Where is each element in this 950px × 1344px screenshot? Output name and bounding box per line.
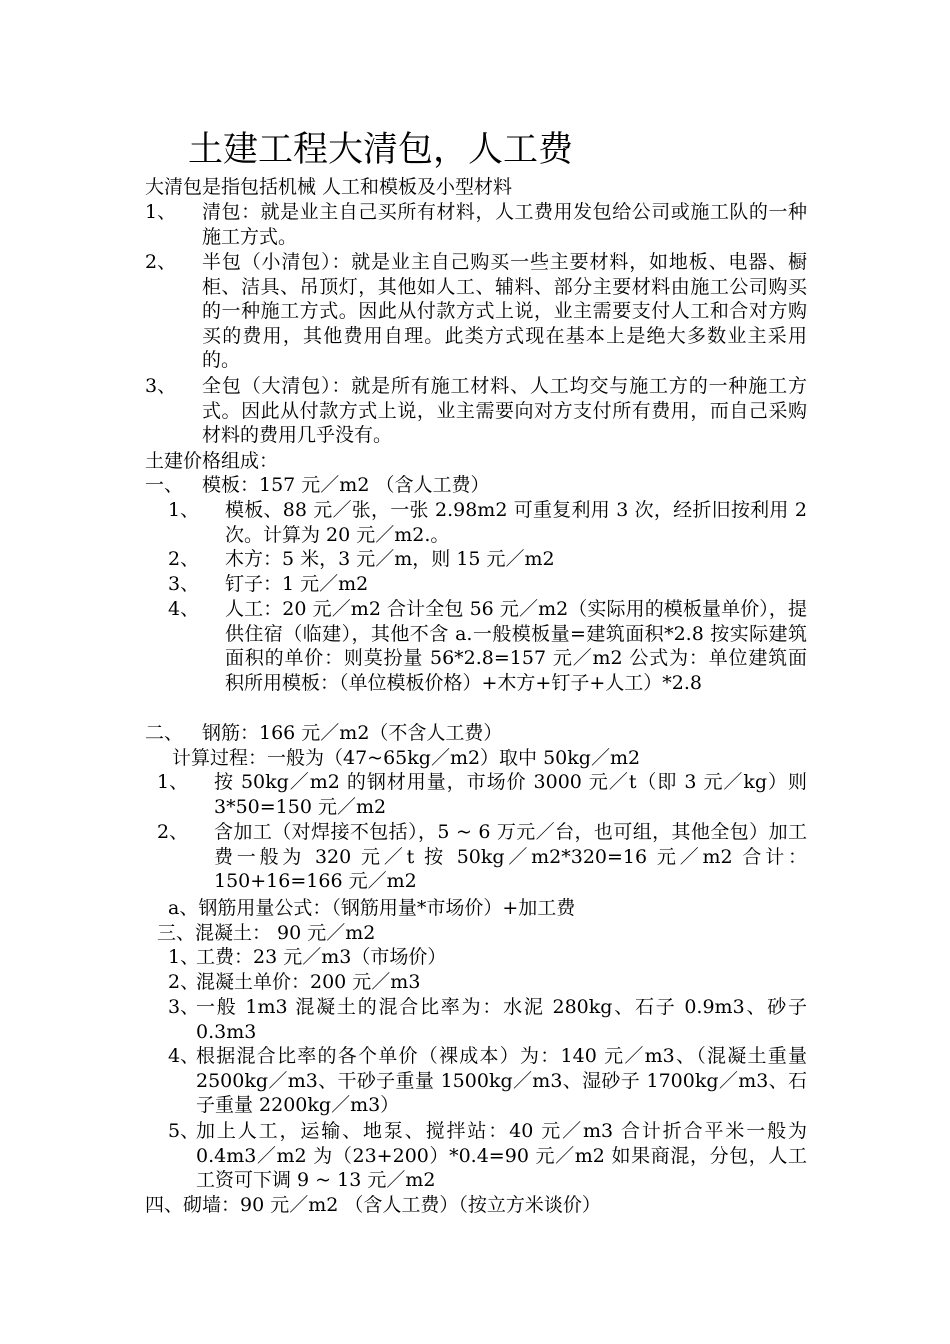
- item-text: 半包（小清包）：就是业主自己购买一些主要材料，如地板、电器、橱柜、洁具、吊顶灯，其他如人工、辅料、部分主要材料由施工公司购买的一种施工方式。因此从付款方式上说，业主需要支付人工和合对方购买的费用，其他费用自理。此类方式现在基本上是绝大多数业主采用的。: [202, 251, 807, 372]
- list-item: [168, 1044, 807, 1119]
- section-4-heading: 四、砌墙：90 元／m2 （含人工费）（按立方米谈价）: [145, 1194, 601, 1216]
- item-text: 一般 1m3 混凝土的混合比率为：水泥 280kg、石子 0.9m3、砂子 0.3m3: [196, 996, 807, 1043]
- list-item: [157, 770, 807, 820]
- list-item: [168, 945, 807, 970]
- item-text: 工费：23 元／m3（市场价）: [196, 946, 447, 968]
- list-item: [168, 597, 807, 721]
- item-number: 4、: [168, 1045, 200, 1067]
- intro-line: 大清包是指包括机械 人工和模板及小型材料: [145, 176, 513, 198]
- section-1-heading: 模板：157 元／m2 （含人工费）: [202, 474, 490, 496]
- item-text: 模板、88 元／张，一张 2.98m2 可重复利用 3 次，经折旧按利用 2 次。计算为 20 元／m2.。: [225, 499, 807, 546]
- item-text: 人工：20 元／m2 合计全包 56 元／m2（实际用的模板量单价），提供住宿（临建），其他不含 a.一般模板量=建筑面积*2.8 按实际建筑面积的单价：则莫扮量 56*2.8=157 元／m2 公式为：单位建筑面积所用模板：（单位模板价格）+木方+钉子+人工）*2.8: [225, 598, 807, 694]
- item-number: 2、: [168, 548, 200, 570]
- price-heading: 土建价格组成：: [145, 450, 279, 472]
- item-text: 全包（大清包）：就是所有施工材料、人工均交与施工方的一种施工方式。因此从付款方式上说，业主需要向对方支付所有费用，而自己采购材料的费用几乎没有。: [202, 375, 807, 447]
- list-item: [168, 547, 807, 572]
- item-number: 2、: [145, 251, 177, 273]
- item-text: 根据混合比率的各个单价（裸成本）为：140 元／m3、（混凝土重量 2500kg／m3、干砂子重量 1500kg／m3、湿砂子 1700kg／m3、石子重量 2200kg／m3）: [196, 1045, 807, 1117]
- item-number: 1、: [168, 499, 200, 521]
- item-number: 3、: [145, 375, 177, 397]
- list-item: [168, 1119, 807, 1194]
- item-number: 5、: [168, 1120, 200, 1142]
- document-title: 土建工程大清包，人工费: [188, 130, 574, 170]
- item-number: 2、: [168, 971, 200, 993]
- item-number: 2、: [157, 821, 189, 843]
- section-2-heading: 钢筋：166 元／m2（不含人工费）: [202, 722, 503, 744]
- list-item: [168, 970, 807, 995]
- item-text: 含加工（对焊接不包括），5 ~ 6 万元／台，也可组，其他全包）加工费一般为 320 元／t 按 50kg／m2*320=16 元／m2 合计：150+16=166 元／m2: [214, 821, 807, 893]
- section-1-number: 一、: [145, 474, 184, 496]
- item-text: 混凝土单价：200 元／m3: [196, 971, 421, 993]
- item-number: 3、: [168, 573, 200, 595]
- list-item: [157, 820, 807, 895]
- item-text: 木方：5 米，3 元／m，则 15 元／m2: [225, 548, 555, 570]
- list-item: [145, 374, 807, 449]
- item-number: 4、: [168, 598, 200, 620]
- calc-line: 计算过程：一般为（47~65kg／m2）取中 50kg／m2: [172, 747, 641, 769]
- item-text: 钉子：1 元／m2: [225, 573, 369, 595]
- list-item: [145, 200, 807, 250]
- item-number: 1、: [157, 771, 189, 793]
- item-number: 3、: [168, 996, 200, 1018]
- item-number: 1、: [145, 201, 177, 223]
- item-text: 按 50kg／m2 的钢材用量，市场价 3000 元／t（即 3 元／kg）则 3*50=150 元／m2: [214, 771, 807, 818]
- list-item: [168, 995, 807, 1045]
- item-text: 加上人工，运输、地泵、搅拌站：40 元／m3 合计折合平米一般为 0.4m3／m2 为（23+200）*0.4=90 元／m2 如果商混，分包，人工工资可下调 9 ~ 13 元／m2: [196, 1120, 807, 1192]
- section-2-number: 二、: [145, 722, 184, 744]
- item-text: 清包：就是业主自己买所有材料，人工费用发包给公司或施工队的一种施工方式。: [202, 201, 807, 248]
- section-3-heading: 三、混凝土： 90 元／m2: [157, 922, 376, 944]
- list-item: [168, 498, 807, 548]
- list-item: [145, 250, 807, 374]
- item-number: 1、: [168, 946, 200, 968]
- formula-line: a、钢筋用量公式：（钢筋用量*市场价）+加工费: [168, 897, 576, 919]
- list-item: [168, 572, 807, 597]
